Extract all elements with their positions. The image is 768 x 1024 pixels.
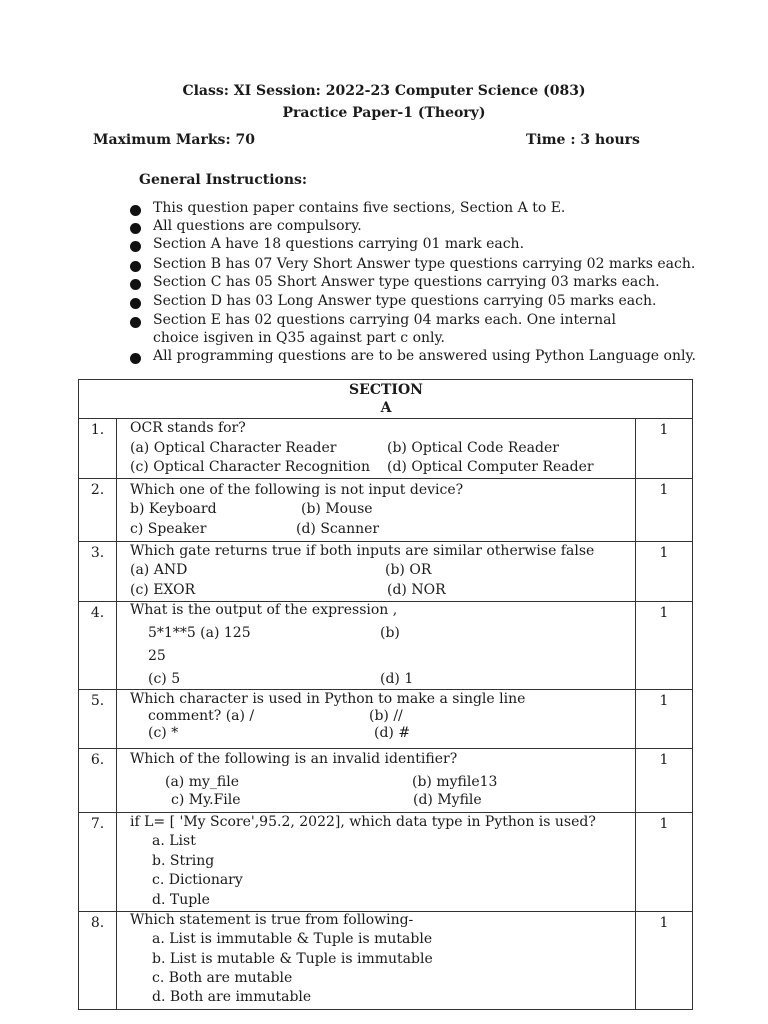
option: (c) EXOR: [130, 582, 196, 598]
question-cell: [117, 419, 636, 479]
option: (d) 1: [380, 671, 414, 687]
time-allowed: Time : 3 hours: [526, 132, 640, 148]
question-marks: 1: [636, 813, 693, 912]
option: (a) Optical Character Reader: [130, 440, 337, 456]
option: (b) //: [369, 708, 403, 724]
table-row: [79, 479, 693, 542]
table-row: [79, 419, 693, 479]
question-marks: 1: [636, 749, 693, 813]
question-number: 4.: [79, 602, 117, 690]
instruction-item: Section B has 07 Very Short Answer type questions carrying 02 marks each.: [153, 256, 696, 272]
table-row: [79, 749, 693, 813]
question-cell: [117, 479, 636, 542]
bullet-icon: [130, 241, 141, 252]
bullet-icon: [130, 261, 141, 272]
table-row: [79, 602, 693, 690]
question-marks: 1: [636, 542, 693, 602]
bullet-icon: [130, 353, 141, 364]
option: a. List: [152, 833, 196, 849]
option: (d) Myfile: [413, 792, 482, 808]
option: (c) *: [148, 725, 179, 741]
question-number: 6.: [79, 749, 117, 813]
bullet-icon: [130, 317, 141, 328]
question-number: 7.: [79, 813, 117, 912]
option: (b) OR: [385, 562, 432, 578]
option: 25: [148, 648, 166, 664]
bullet-icon: [130, 279, 141, 290]
option: c. Both are mutable: [152, 970, 293, 986]
instruction-item: All questions are compulsory.: [153, 218, 362, 234]
option: (c) Optical Character Recognition: [130, 459, 370, 475]
question-text: Which one of the following is not input device?: [130, 482, 464, 498]
question-text: Which statement is true from following-: [130, 912, 414, 928]
bullet-icon: [130, 298, 141, 309]
question-marks: 1: [636, 602, 693, 690]
question-text: OCR stands for?: [130, 420, 246, 436]
option: (b) myfile13: [412, 774, 498, 790]
option: (a) AND: [130, 562, 188, 578]
question-number: 8.: [79, 912, 117, 1010]
instruction-item: All programming questions are to be answered using Python Language only.: [153, 348, 696, 364]
instructions-title: General Instructions:: [139, 172, 308, 188]
instruction-item: Section D has 03 Long Answer type questions carrying 05 marks each.: [153, 293, 657, 309]
option: b. String: [152, 853, 215, 869]
section-header-row: [79, 380, 693, 419]
question-text: What is the output of the expression ,: [130, 602, 398, 618]
question-number: 1.: [79, 419, 117, 479]
question-number: 5.: [79, 690, 117, 749]
option: (c) 5: [148, 671, 181, 687]
instruction-item: Section A have 18 questions carrying 01 mark each.: [153, 236, 525, 252]
question-table: [78, 379, 693, 1010]
option: d. Tuple: [152, 892, 210, 908]
option: (d) Optical Computer Reader: [387, 459, 594, 475]
section-header-cell: [79, 380, 693, 419]
question-text: Which of the following is an invalid identifier?: [130, 751, 458, 767]
question-text: if L= [ 'My Score',95.2, 2022], which data type in Python is used?: [130, 814, 596, 830]
option: c) My.File: [171, 792, 241, 808]
option: d. Both are immutable: [152, 989, 312, 1005]
table-row: [79, 813, 693, 912]
option: b) Keyboard: [130, 501, 217, 517]
question-cell: [117, 602, 636, 690]
question-number: 3.: [79, 542, 117, 602]
question-marks: 1: [636, 690, 693, 749]
instruction-item: Section C has 05 Short Answer type questions carrying 03 marks each.: [153, 274, 660, 290]
bullet-icon: [130, 205, 141, 216]
question-marks: 1: [636, 419, 693, 479]
option: (d) #: [374, 725, 411, 741]
question-cell: [117, 542, 636, 602]
option: c) Speaker: [130, 521, 207, 537]
option: (b) Mouse: [301, 501, 373, 517]
instruction-item-continued: choice isgiven in Q35 against part c only.: [153, 330, 445, 346]
table-row: [79, 542, 693, 602]
option: a. List is immutable & Tuple is mutable: [152, 931, 433, 947]
instruction-item: Section E has 02 questions carrying 04 marks each. One internal: [153, 312, 616, 328]
question-cell: [117, 912, 636, 1010]
maximum-marks: Maximum Marks: 70: [93, 132, 255, 148]
question-marks: 1: [636, 479, 693, 542]
option: c. Dictionary: [152, 872, 243, 888]
table-row: [79, 690, 693, 749]
option: (b): [380, 625, 400, 641]
question-number: 2.: [79, 479, 117, 542]
bullet-icon: [130, 223, 141, 234]
question-cell: [117, 690, 636, 749]
question-cell: [117, 813, 636, 912]
option: (d) Scanner: [296, 521, 380, 537]
question-cell: [117, 749, 636, 813]
section-label: SECTION: [349, 382, 423, 398]
instruction-item: This question paper contains five sections, Section A to E.: [153, 200, 566, 216]
option: 5*1**5 (a) 125: [148, 625, 251, 641]
section-letter: A: [380, 400, 392, 416]
question-text: Which character is used in Python to make a single line: [130, 691, 526, 707]
paper-class-session-title: Class: XI Session: 2022-23 Computer Science (083): [182, 83, 586, 99]
question-marks: 1: [636, 912, 693, 1010]
question-text: Which gate returns true if both inputs are similar otherwise false: [130, 543, 595, 559]
table-row: [79, 912, 693, 1010]
option: b. List is mutable & Tuple is immutable: [152, 951, 433, 967]
option: (b) Optical Code Reader: [387, 440, 559, 456]
option: comment? (a) /: [148, 708, 255, 724]
option: (d) NOR: [387, 582, 446, 598]
option: (a) my_file: [165, 774, 240, 790]
paper-subtitle: Practice Paper-1 (Theory): [282, 105, 486, 121]
